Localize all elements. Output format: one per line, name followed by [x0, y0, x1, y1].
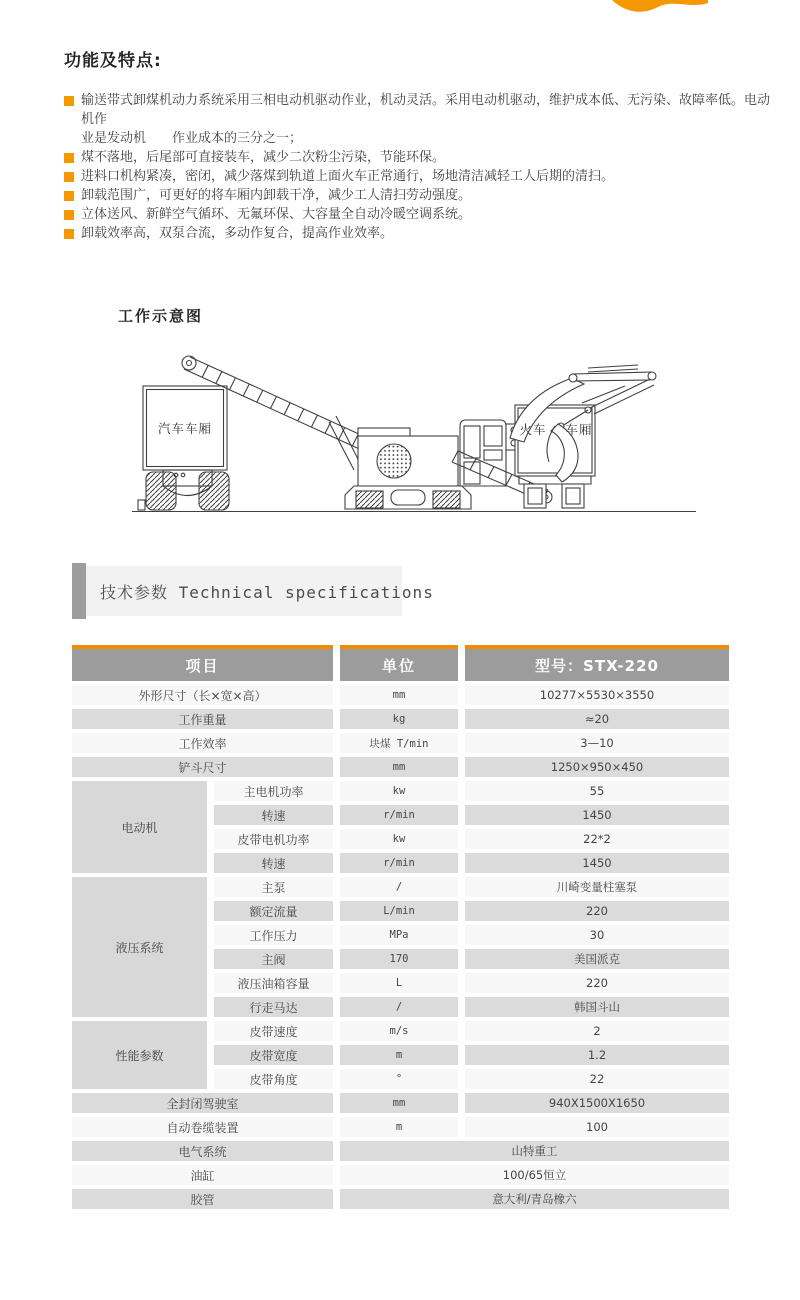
feature-item [64, 186, 770, 205]
crawler-track [345, 486, 471, 509]
bullet-square-icon [64, 210, 74, 220]
unit-cell: mm [340, 1093, 458, 1113]
col-header-model: 型号：STX-220 [465, 645, 729, 681]
item-cell: 主泵 [214, 877, 333, 897]
feature-text: 卸载范围广，可更好的将车厢内卸载干净，减少工人清扫劳动强度。 [81, 188, 472, 203]
col-header-unit: 单位 [340, 645, 458, 681]
value-cell: 100/65恒立 [340, 1165, 729, 1185]
value-cell: 220 [465, 973, 729, 993]
unit-cell: r/min [340, 853, 458, 873]
spec-table-header [72, 645, 730, 681]
value-cell: 940X1500X1650 [465, 1093, 729, 1113]
feature-list [64, 91, 770, 243]
item-cell: 额定流量 [214, 901, 333, 921]
diagram-heading: 工作示意图 [118, 307, 204, 325]
feature-item [64, 167, 770, 186]
value-cell: 10277×5530×3550 [465, 685, 729, 705]
value-cell: 1450 [465, 853, 729, 873]
unit-cell: m [340, 1117, 458, 1137]
bullet-square-icon [64, 191, 74, 201]
value-cell: 220 [465, 901, 729, 921]
item-cell: 主电机功率 [214, 781, 333, 801]
value-cell: 1450 [465, 805, 729, 825]
unit-cell: / [340, 997, 458, 1017]
group-label: 液压系统 [72, 877, 207, 1017]
train-label-right: 车厢 [565, 422, 593, 437]
value-cell: 1.2 [465, 1045, 729, 1065]
col-header-item: 项目 [72, 645, 333, 681]
item-cell: 转速 [214, 805, 333, 825]
unit-cell: mm [340, 757, 458, 777]
item-cell: 皮带宽度 [214, 1045, 333, 1065]
unit-cell: kw [340, 781, 458, 801]
feature-item [64, 148, 770, 167]
value-cell: 22*2 [465, 829, 729, 849]
value-cell: 22 [465, 1069, 729, 1089]
value-cell: 3—10 [465, 733, 729, 753]
item-cell: 皮带速度 [214, 1021, 333, 1041]
item-cell: 皮带电机功率 [214, 829, 333, 849]
bullet-square-icon [64, 172, 74, 182]
item-cell: 油缸 [72, 1165, 333, 1185]
unit-cell: / [340, 877, 458, 897]
spec-table-body [72, 685, 730, 1209]
features-section [64, 46, 770, 243]
bullet-square-icon [64, 229, 74, 239]
value-cell: ≈20 [465, 709, 729, 729]
value-cell: 30 [465, 925, 729, 945]
group-label: 性能参数 [72, 1021, 207, 1089]
unit-cell: r/min [340, 805, 458, 825]
item-cell: 行走马达 [214, 997, 333, 1017]
working-diagram [110, 348, 710, 523]
value-cell: 山特重工 [340, 1141, 729, 1161]
value-cell: 美国派克 [465, 949, 729, 969]
item-cell: 自动卷缆装置 [72, 1117, 333, 1137]
unit-cell: ° [340, 1069, 458, 1089]
feature-text: 立体送风、新鲜空气循环、无氟环保、大容量全自动冷暖空调系统。 [81, 207, 472, 222]
feature-text: 进料口机构紧凑，密闭，减少落煤到轨道上面火车正常通行，场地清洁减轻工人后期的清扫。 [81, 169, 615, 184]
item-cell: 液压油箱容量 [214, 973, 333, 993]
machine-body [358, 420, 522, 486]
item-cell: 主阀 [214, 949, 333, 969]
item-cell: 转速 [214, 853, 333, 873]
truck-box [138, 386, 229, 510]
feature-text: 煤不落地，后尾部可直接装车，减少二次粉尘污染，节能环保。 [81, 150, 446, 165]
section-bar [72, 563, 86, 619]
item-cell: 皮带角度 [214, 1069, 333, 1089]
item-cell: 铲斗尺寸 [72, 757, 333, 777]
value-cell: 意大利/青岛橡六 [340, 1189, 729, 1209]
group-label: 电动机 [72, 781, 207, 873]
unit-cell: MPa [340, 925, 458, 945]
value-cell: 韩国斗山 [465, 997, 729, 1017]
unit-cell: mm [340, 685, 458, 705]
section-title: 技术参数 Technical specifications [100, 582, 434, 602]
value-cell: 100 [465, 1117, 729, 1137]
item-cell: 工作压力 [214, 925, 333, 945]
bullet-square-icon [64, 153, 74, 163]
item-cell: 电气系统 [72, 1141, 333, 1161]
train-label-left: 火车 [519, 422, 547, 437]
feature-item [64, 224, 770, 243]
unit-cell: L/min [340, 901, 458, 921]
spec-table [72, 645, 730, 1209]
feature-item [64, 205, 770, 224]
unit-cell: L [340, 973, 458, 993]
value-cell: 川崎变量柱塞泵 [465, 877, 729, 897]
item-cell: 工作效率 [72, 733, 333, 753]
item-cell: 全封闭驾驶室 [72, 1093, 333, 1113]
unit-cell: m [340, 1045, 458, 1065]
feature-text: 卸载效率高，双泵合流，多动作复合，提高作业效率。 [81, 226, 394, 241]
item-cell: 工作重量 [72, 709, 333, 729]
features-heading: 功能及特点: [64, 51, 162, 71]
value-cell: 2 [465, 1021, 729, 1041]
orange-swoosh-decoration [612, 0, 708, 16]
section-title-box [86, 566, 434, 616]
tech-specs-header [72, 563, 434, 619]
unit-cell: m/s [340, 1021, 458, 1041]
feature-item [64, 91, 770, 148]
unit-cell: 块煤 T/min [340, 733, 458, 753]
value-cell: 55 [465, 781, 729, 801]
feature-text: 输送带式卸煤机动力系统采用三相电动机驱动作业，机动灵活。采用电动机驱动，维护成本低、无污染、故障率低。电动机作 业是发动机 作业成本的三分之一； [81, 93, 771, 146]
item-cell: 胶管 [72, 1189, 333, 1209]
truck-label: 汽车车厢 [157, 421, 213, 436]
unit-cell: kg [340, 709, 458, 729]
unit-cell: 170 [340, 949, 458, 969]
unit-cell: kw [340, 829, 458, 849]
value-cell: 1250×950×450 [465, 757, 729, 777]
bullet-square-icon [64, 96, 74, 106]
item-cell: 外形尺寸（长×宽×高） [72, 685, 333, 705]
